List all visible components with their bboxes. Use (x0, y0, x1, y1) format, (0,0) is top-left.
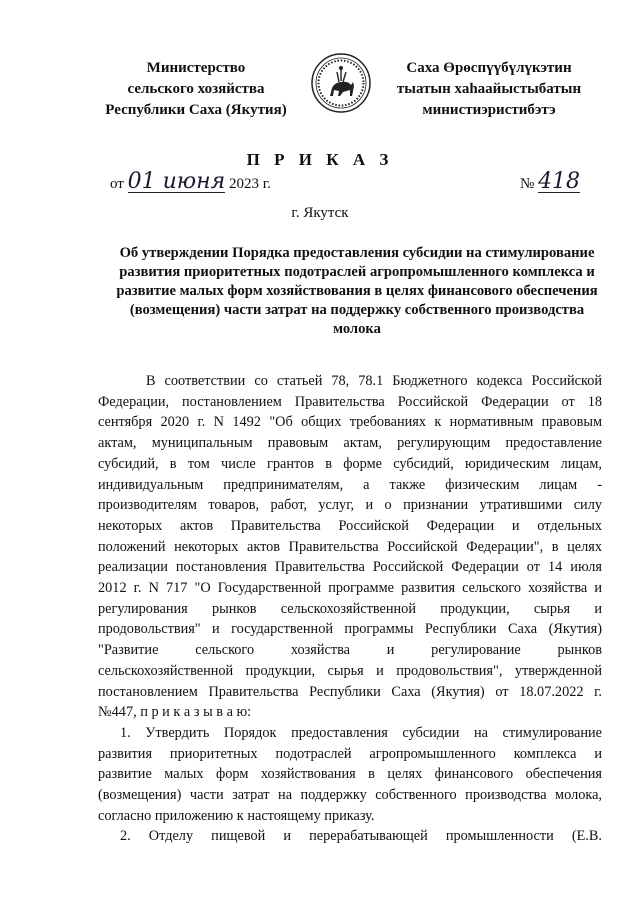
body-line: В соответствии со статьей 78, 78.1 Бюджетного кодекса Российской (146, 373, 602, 389)
body-line: регулирования рынков сельскохозяйственной продукции, сырья и (98, 600, 602, 617)
body-line: 2012 г. N 717 "О Государственной программе развития сельского хозяйства и (98, 580, 602, 597)
body-line: продовольствия" и государственной программы Республики Саха (Якутия) (98, 621, 602, 638)
body-line: актам, муниципальным правовым актам, регулирующим предоставление (98, 435, 602, 452)
date-prefix: от (110, 176, 124, 192)
handwritten-date: 01 июня (127, 169, 226, 194)
body-line: "Развитие сельского хозяйства и регулирование рынков (98, 642, 602, 659)
body-line: сентября 2020 г. N 1492 "Об общих требованиях к нормативным правовым (98, 414, 602, 431)
handwritten-number: 418 (538, 169, 581, 194)
order-title (112, 244, 602, 339)
header-right-line: Саха Өрөспүүбүлүкэтин (406, 60, 572, 76)
body-line: 2. Отделу пищевой и перерабатывающей промышленности (Е.В. (120, 828, 602, 845)
body-line: Федерации, постановлением Правительства Российской Федерации от 18 (98, 393, 602, 410)
body-line: сельскохозяйственной продукции, сырья и продовольствия", утвержденной (98, 662, 602, 679)
header-left-line: сельского хозяйства (127, 81, 265, 97)
body-line: некоторых актов Правительства Российской Федерации и отдельных (98, 517, 602, 534)
body-line: согласно приложению к настоящему приказу. (98, 807, 375, 824)
order-date (110, 169, 271, 194)
body-line: производителям товаров, работ, услуг, и о признании утратившими силу (98, 497, 602, 514)
body-line: развития приоритетных подотраслей агропромышленного комплекса и (98, 745, 602, 762)
document-type-heading: П Р И К А З (246, 150, 394, 169)
body-line: развитие малых форм хозяйствования в целях финансового обеспечения (98, 766, 602, 783)
city-name: г. Якутск (291, 205, 349, 221)
number-prefix: № (520, 176, 535, 192)
header-right-line: тыатын хаһаайыстыбатын (396, 81, 582, 97)
coat-of-arms-emblem-icon (310, 52, 372, 114)
title-line: развитие малых форм хозяйствования в целях финансового обеспечения (116, 283, 598, 299)
title-line: (возмещения) части затрат на поддержку собственного производства (129, 302, 585, 318)
date-year: 2023 г. (228, 176, 271, 192)
header-right-line: министиэристибэтэ (422, 102, 556, 118)
order-body (98, 371, 602, 847)
title-line: Об утверждении Порядка предоставления субсидии на стимулирование (119, 245, 595, 261)
title-line: молока (333, 321, 381, 337)
body-line: индивидуальным предпринимателям, а также физическим лицам - (98, 476, 602, 493)
header-left-line: Республики Саха (Якутия) (105, 102, 287, 118)
body-line: реализации постановления Правительства Российской Федерации от 14 июля (98, 559, 602, 576)
order-number (520, 169, 581, 194)
body-line: (возмещения) части затрат на поддержку собственного производства молока, (98, 787, 602, 804)
body-line: 1. Утвердить Порядок предоставления субсидии на стимулирование (120, 724, 602, 741)
title-line: развития приоритетных подотраслей агропромышленного комплекса и (119, 264, 595, 280)
ministry-name-yakut (378, 58, 600, 121)
body-line: №447, п р и к а з ы в а ю: (98, 704, 252, 721)
header-left-line: Министерство (146, 60, 246, 76)
ministry-name-russian (88, 58, 304, 121)
body-line: субсидий, в том числе грантов в форме субсидий, юридическим лицам, (98, 455, 602, 472)
body-line: постановлением Правительства Республики Саха (Якутия) от 18.07.2022 г. (98, 683, 602, 700)
body-line: положений некоторых актов Правительства Российской Федерации", в целях (98, 538, 602, 555)
